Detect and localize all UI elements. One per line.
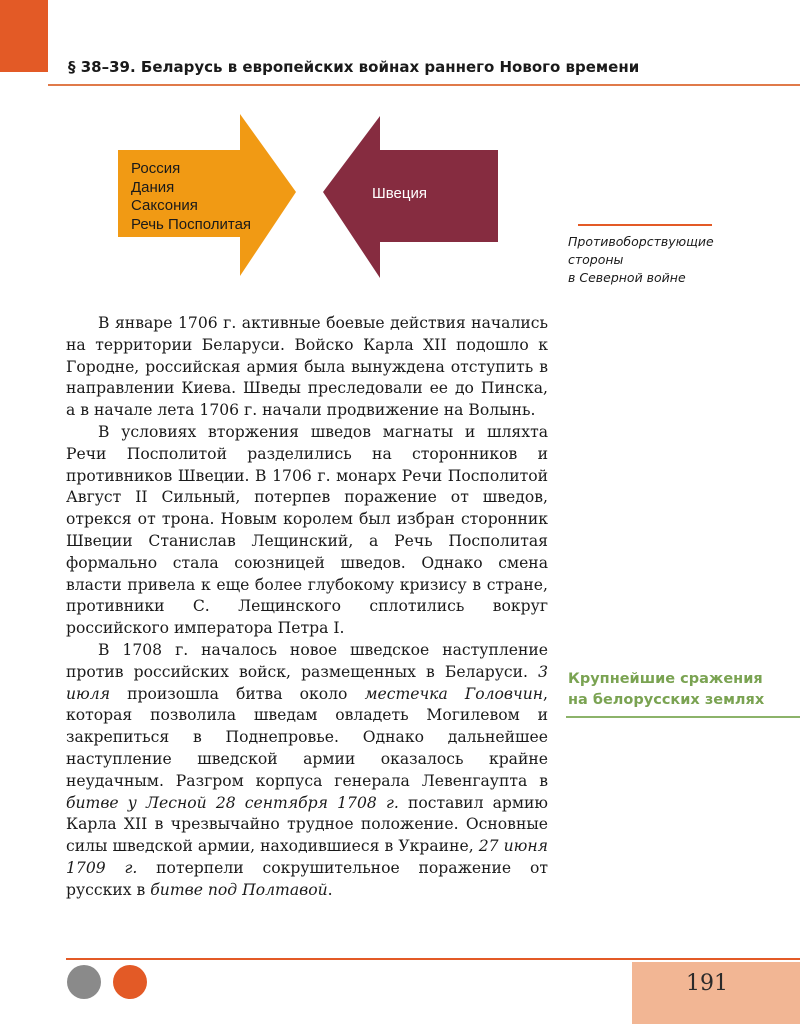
emphasis: 3 июля (66, 662, 548, 703)
caption-line: в Северной войне (568, 270, 686, 285)
allies-list (131, 160, 251, 234)
ally-item: Саксония (131, 197, 198, 214)
sidebar-divider (566, 716, 800, 718)
emphasis: 27 июня 1709 г. (66, 837, 548, 877)
main-text (66, 313, 548, 902)
page-number: 191 (686, 971, 728, 996)
sidebar-heading: Крупнейшие сражения на белорусских землях (568, 671, 765, 708)
orange-dot-decoration (113, 965, 147, 999)
caption-divider (578, 224, 712, 226)
opponent-label: Швеция (372, 185, 427, 202)
corner-accent-block (0, 0, 48, 72)
paragraph: В январе 1706 г. активные боевые действия начались на территории Беларуси. Войско Карла XII подошло к Городне, российская армия была вынуждена отступить в направлении Киева. Шведы преследовали ее до Пинска, а в начале лета 1706 г. начали продвижение на Волынь. (66, 314, 548, 420)
header-divider (48, 84, 800, 86)
caption-line: Противоборствующие (568, 234, 714, 249)
grey-dot-decoration (67, 965, 101, 999)
ally-item: Россия (131, 160, 181, 177)
ally-item: Дания (131, 178, 175, 196)
paragraph: В условиях вторжения шведов магнаты и шляхта Речи Посполитой разделились на сторонников и противников Швеции. В 1706 г. монарх Речи Посполитой Август II Сильный, потерпев поражение от шведов, отрекся от трона. Новым королем был избран сторонник Швеции Станислав Лещинский, а Речь Посполитая формально стала союзницей шведов. Однако смена власти привела к еще более глубокому кризису в стране, противники С. Лещинского сплотились вокруг российского императора Петра I. (66, 422, 548, 638)
page-number-box (632, 962, 800, 1024)
section-title: § 38–39. Беларусь в европейских войнах раннего Нового времени (68, 58, 640, 76)
paragraph: В 1708 г. началось новое шведское наступление против российских войск, размещенных в Беларуси. 3 июля произошла битва около местечка Головчин, которая позволила шведам овладеть Могилевом и закрепиться в Поднепровье. Однако дальнейшее наступление шведской армии оказалось крайне неудачным. Разгром корпуса генерала Левенгаупта в битве у Лесной 28 сентября 1708 г. поставил армию Карла XII в чрезвычайно трудное положение. Основные силы шведской армии, находившиеся в Украине, 27 июня 1709 г. потерпели сокрушительное поражение от русских в битве под Полтавой. (66, 640, 549, 899)
emphasis: местечка Головчин (364, 684, 544, 703)
ally-item: Речь Посполитая (131, 215, 252, 233)
diagram-caption (568, 233, 768, 287)
emphasis: битве под Полтавой (150, 880, 328, 899)
emphasis: битве у Лесной 28 сентября 1708 г. (66, 793, 399, 812)
caption-line: стороны (568, 252, 624, 267)
footer-divider (66, 958, 800, 960)
